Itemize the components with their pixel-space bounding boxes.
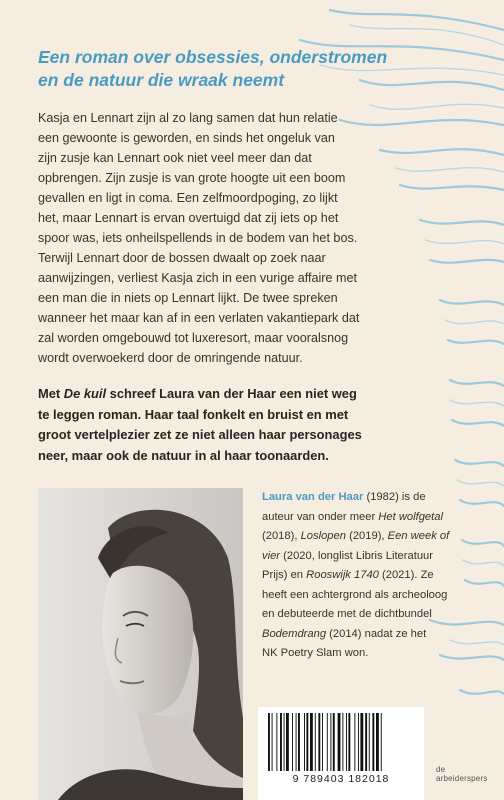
tagline-line: en de natuur die wraak neemt [38,70,285,90]
barcode-bar [280,713,282,771]
bio-line [262,547,492,567]
isbn-number: 9 789403 182018 [292,773,390,785]
bio-text: (2018), [262,530,301,542]
barcode-bar [358,713,359,771]
book-title: vier [262,549,281,562]
praise-text: Met [38,386,64,401]
barcode-bar [276,713,277,771]
blurb-line: het, maar Lennart is ervan overtuigd dat zij iets op het [38,211,339,225]
book-title: De kuil [63,386,107,401]
barcode-bar [304,713,305,771]
barcode-bar [348,713,350,771]
bio-text: (2014) nadat ze het [326,627,427,640]
barcode-bar [342,713,343,771]
bio-line [262,625,492,645]
barcode-bar [381,713,382,771]
blurb-line: Terwijl Lennart door de bossen dwaalt op zoek naar [38,251,326,265]
barcode-bar [272,713,273,771]
barcode-bar [268,713,270,771]
barcode-bar [330,713,331,771]
bio-line [262,488,492,508]
bio-line: NK Poetry Slam won. [262,647,369,659]
blurb-line: een man die in niets op Lennart lijkt. De twee spreken [38,291,338,305]
barcode-bar [315,713,316,771]
blurb-line: een gewoonte is geworden, en sinds het ongeluk van [38,131,335,145]
bio-line: en debuteerde met de dichtbundel [262,608,432,620]
bio-line [262,508,492,528]
blurb-line: aanwijzingen, verliest Kasja zich in een vurige affaire met [38,271,357,285]
barcode-bars [268,713,414,771]
book-title: Rooswijk 1740 [306,569,379,581]
bio-line: heeft een achtergrond als archeoloog [262,588,448,601]
barcode-bar [306,713,308,771]
book-title: Loslopen [300,530,346,542]
tagline [38,46,478,92]
praise-line: neer, maar ook de natuur in al haar toonaarden. [38,447,329,463]
publisher-logo: de arbeiderspers [436,765,488,783]
barcode-bar [286,713,289,771]
blurb-line: zal worden omgebouwd tot luxeresort, maar vooralsnog [38,331,349,345]
book-title: Bodemdrang [262,627,327,640]
blurb-line: spoor was, iets onheilspellends in de bodem van het bos. [38,231,358,245]
book-title: Het wolfgetal [378,510,443,523]
barcode-bar [365,713,367,771]
bio-line [262,527,492,547]
praise-line [38,384,438,405]
bio-text: Prijs) en [262,569,307,581]
barcode-bar [284,713,285,771]
barcode-bar [322,713,323,771]
blurb-line: opbrengen. Zijn zusje is van grote hoogte uit een boom [38,171,346,185]
blurb-line: wanneer het maar kan af in een verlaten vakantiepark dat [38,311,360,325]
blurb-line: wordt overwoekerd door de omringende natuur. [38,351,303,365]
barcode-bar [298,713,300,771]
blurb-line: Kasja en Lennart zijn al zo lang samen dat hun relatie [38,111,338,125]
bio-text: auteur van onder meer [262,510,379,523]
bio-text: (2019), [345,530,388,542]
book-title: Een week of [387,530,450,542]
praise-paragraph [38,384,438,466]
barcode-bar [327,713,328,771]
barcode-bar [333,713,335,771]
isbn-barcode [258,707,424,800]
bio-line [262,566,492,586]
author-bio [262,488,492,664]
barcode-bar [346,713,347,771]
barcode-bar [360,713,363,771]
barcode-bar [354,713,355,771]
bio-text: (1982) is de [363,491,426,503]
barcode-bar [338,713,341,771]
barcode-bar [310,713,313,771]
barcode-bar [372,713,374,771]
praise-line: te leggen roman. Haar taal fonkelt en bruist en met [38,406,349,422]
barcode-bar [296,713,297,771]
barcode-bar [292,713,293,771]
blurb-line: zijn zusje kan Lennart ook niet veel meer dan dat [38,151,312,165]
barcode-bar [318,713,320,771]
barcode-bar [376,713,379,771]
bio-text: (2020, longlist Libris Literatuur [280,549,434,562]
author-name: Laura van der Haar [262,491,364,503]
tagline-line: Een roman over obsessies, onderstromen [38,47,388,67]
blurb-paragraph [38,108,428,368]
author-photo [38,488,243,800]
praise-text: schreef Laura van der Haar een niet weg [106,386,357,401]
bio-text: (2021). Ze [378,569,434,581]
barcode-bar [369,713,370,771]
praise-line: groot vertelplezier zet ze niet alleen haar personages [38,427,362,442]
blurb-line: gevallen en ligt in coma. Een zelfmoordpoging, zo lijkt [38,191,338,205]
